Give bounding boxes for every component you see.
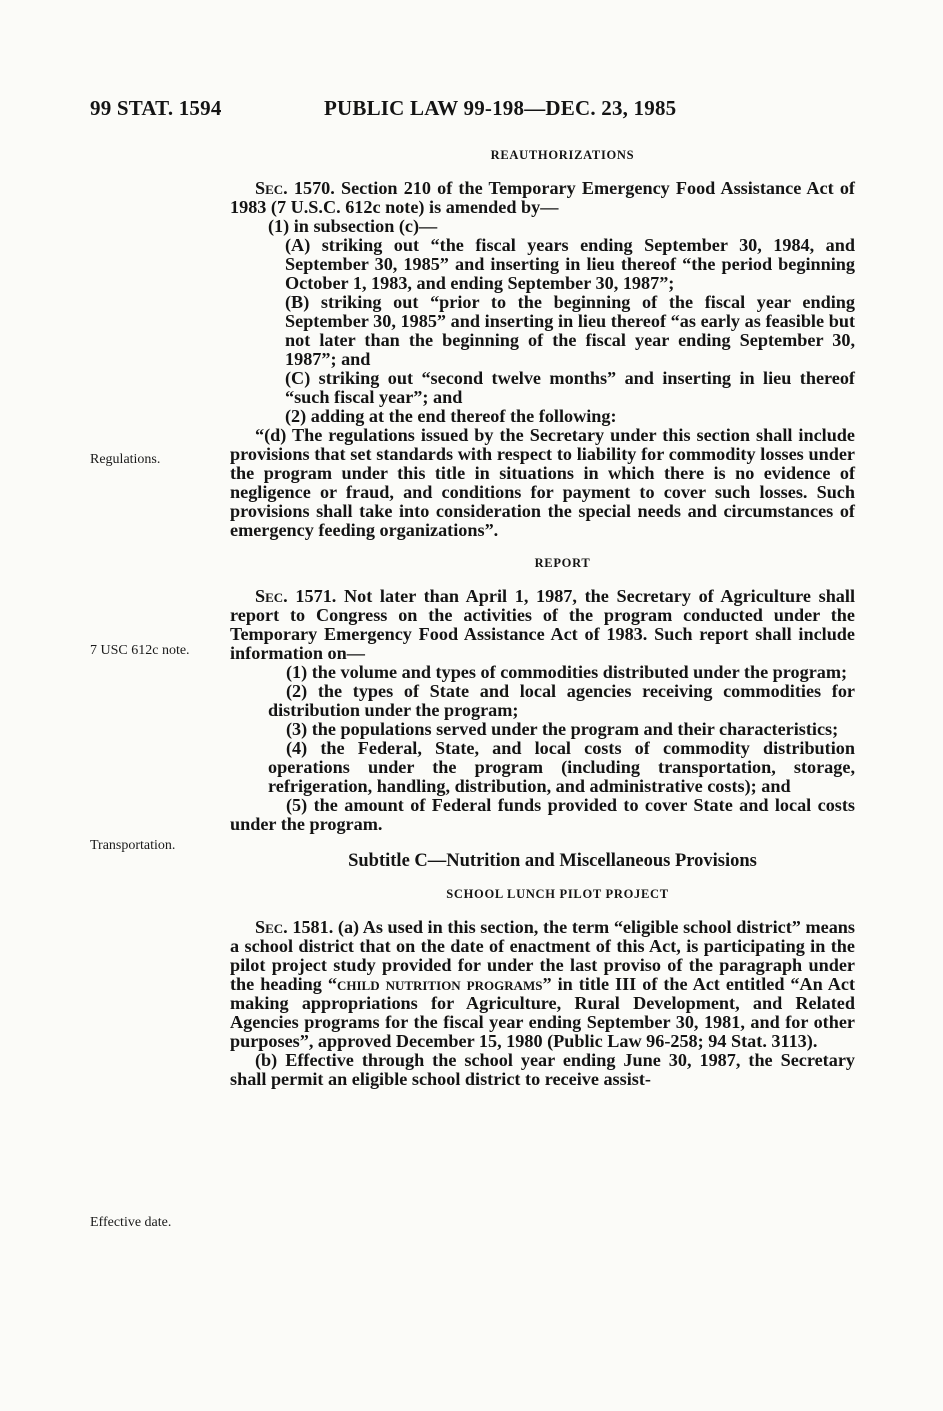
section-1571-item-4: (4) the Federal, State, and local costs of commodity distribution operations under the program (including transportation, storage, refrigeration, handling, distribution, and administrative costs); and xyxy=(268,738,855,796)
section-1570-text: 1570. Section 210 of the Temporary Emergency Food Assistance Act of 1983 (7 U.S.C. 612c note) is amended by— xyxy=(230,178,855,217)
stat-page-number: 99 STAT. 1594 xyxy=(90,96,222,120)
sec-label: Sec. xyxy=(255,586,288,606)
section-1581-a xyxy=(230,918,855,1051)
section-1571-item-1: (1) the volume and types of commodities distributed under the program; xyxy=(286,662,848,682)
section-1570-quote: “(d) The regulations issued by the Secretary under this section shall include provisions that set standards with respect to liability for commodity losses under the program under this title in situations in which there is no evidence of negligence or fraud, and conditions for payment to cover such losses. Such provisions shall take into consideration the special needs and circumstances of emergency feeding organizations”. xyxy=(230,425,855,540)
sec-label: Sec. xyxy=(255,917,288,937)
section-1570-item-1b: (B) striking out “prior to the beginning of the fiscal year ending September 30, 1985” and inserting in lieu thereof “as early as feasible but not later than the beginning of the fiscal year ending September 30, 1987”; and xyxy=(285,292,855,369)
section-1570-intro xyxy=(230,179,855,217)
heading-reauthorizations: REAUTHORIZATIONS xyxy=(490,148,635,162)
section-1570-item-1a: (A) striking out “the fiscal years ending September 30, 1984, and September 30, 1985” and inserting in lieu thereof “the period beginning October 1, 1983, and ending September 30, 1987”; xyxy=(285,235,855,293)
section-1571-intro xyxy=(230,587,855,663)
sec-label: Sec. xyxy=(255,178,288,198)
heading-school-lunch: SCHOOL LUNCH PILOT PROJECT xyxy=(446,887,669,901)
section-1571-item-5: (5) the amount of Federal funds provided to cover State and local costs under the program. xyxy=(230,795,855,834)
section-1570-item-1c: (C) striking out “second twelve months” and inserting in lieu thereof “such fiscal year”; and xyxy=(285,368,855,407)
section-1581-a-part2: ” in title III of the Act entitled “An Act making appropriations for Agriculture, Rural Development, and Related Agencies programs for the fiscal year ending September 30, 1981, and for other purposes”, approved December 15, 1980 (Public Law 96-258; 94 Stat. 3113). xyxy=(230,974,856,1051)
margin-note-usc: 7 USC 612c note. xyxy=(90,643,190,658)
law-title: PUBLIC LAW 99-198—DEC. 23, 1985 xyxy=(324,96,677,120)
margin-note-effective-date: Effective date. xyxy=(90,1215,172,1230)
section-1581-b: (b) Effective through the school year ending June 30, 1987, the Secretary shall permit an eligible school district to receive assist- xyxy=(230,1050,855,1089)
document-body xyxy=(230,140,855,1089)
section-1581-a-smallcaps: child nutrition programs xyxy=(336,974,543,994)
margin-note-transportation: Transportation. xyxy=(90,838,176,853)
section-1570-item-1: (1) in subsection (c)— xyxy=(268,216,438,236)
section-1571-text: 1571. Not later than April 1, 1987, the Secretary of Agriculture shall report to Congress on the activities of the program conducted under the Temporary Emergency Food Assistance Act of 1983. Such report shall include information on— xyxy=(230,586,856,663)
section-1571-item-3: (3) the populations served under the program and their characteristics; xyxy=(286,719,839,739)
heading-subtitle-c: Subtitle C—Nutrition and Miscellaneous Provisions xyxy=(348,851,757,871)
section-1570-item-2: (2) adding at the end thereof the following: xyxy=(285,406,617,426)
section-1571-item-2: (2) the types of State and local agencies receiving commodities for distribution under the program; xyxy=(268,681,855,720)
margin-note-regulations: Regulations. xyxy=(90,452,161,467)
section-1581-a-part1: 1581. (a) As used in this section, the term “eligible school district” means a school district that on the date of enactment of this Act, is participating in the pilot project study provided for under the last proviso of the paragraph under the heading “ xyxy=(230,917,855,994)
heading-report: REPORT xyxy=(534,556,591,570)
